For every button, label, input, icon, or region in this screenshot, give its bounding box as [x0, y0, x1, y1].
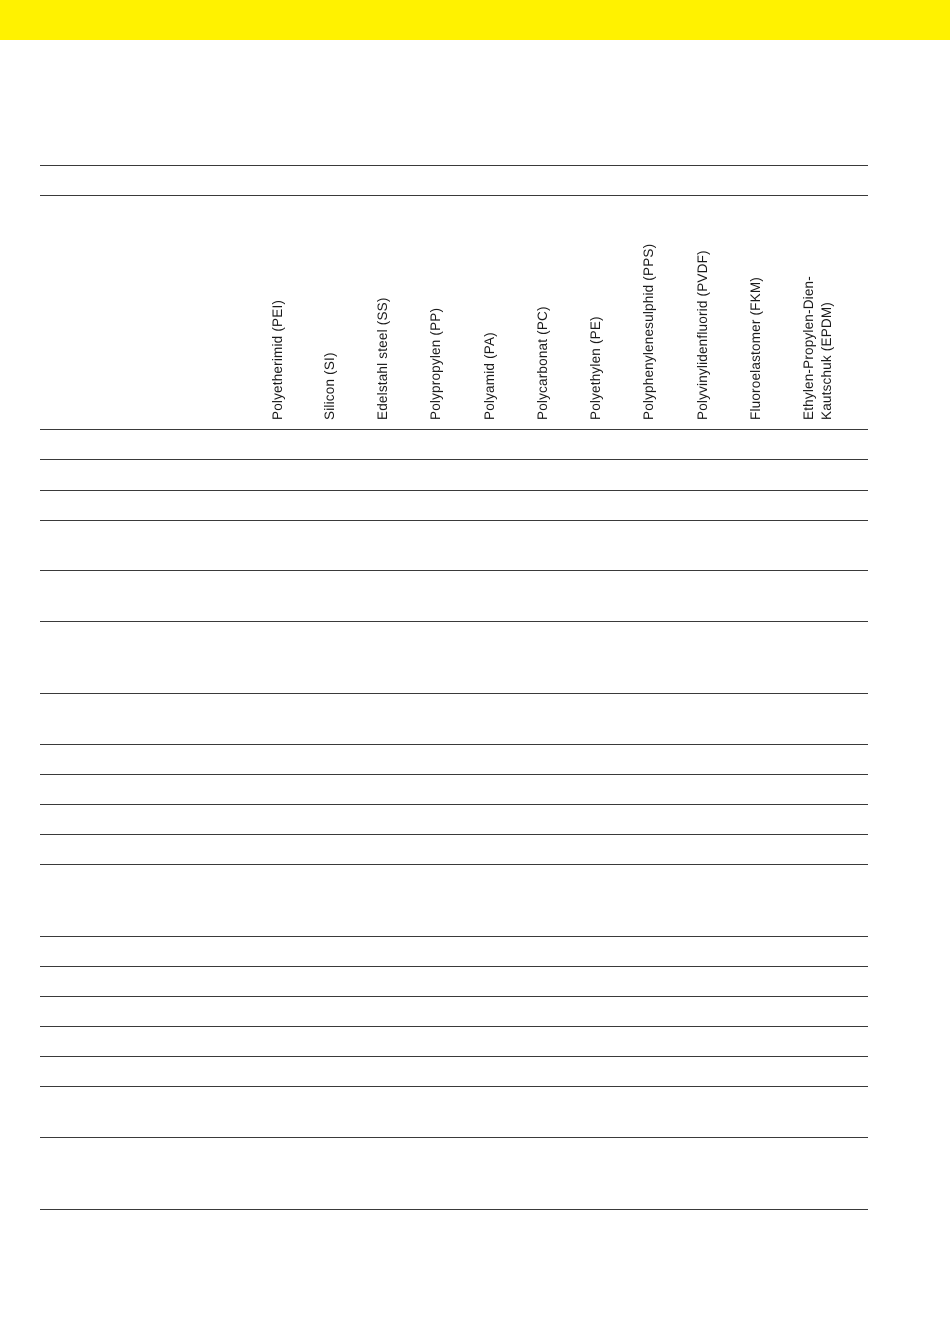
- table-rule: [40, 165, 868, 166]
- column-header-pc: Polycarbonat (PC): [535, 306, 550, 420]
- table-rule: [40, 774, 868, 775]
- column-header-pvdf: Polyvinylidenfluorid (PVDF): [695, 250, 710, 420]
- table-rule: [40, 459, 868, 460]
- column-header-si: Silicon (SI): [322, 352, 337, 420]
- table-rule: [40, 693, 868, 694]
- table-rule: [40, 744, 868, 745]
- table-rule: [40, 864, 868, 865]
- table-rule: [40, 834, 868, 835]
- table-rule: [40, 621, 868, 622]
- column-header-epdm-line1: Ethylen-Propylen-Dien-: [801, 276, 816, 420]
- table-rule: [40, 1209, 868, 1210]
- column-header-pp: Polypropylen (PP): [428, 307, 443, 420]
- table-rule: [40, 195, 868, 196]
- table-rule: [40, 936, 868, 937]
- column-header-pe: Polyethylen (PE): [588, 316, 603, 420]
- table-rule: [40, 570, 868, 571]
- column-header-pei: Polyetherimid (PEI): [270, 299, 285, 420]
- table-rule: [40, 1137, 868, 1138]
- column-header-epdm-line2: Kautschuk (EPDM): [819, 302, 834, 420]
- table-rule: [40, 1056, 868, 1057]
- table-rule: [40, 490, 868, 491]
- table-rule: [40, 1086, 868, 1087]
- table-rule: [40, 429, 868, 430]
- top-accent-band: [0, 0, 950, 40]
- table-rule: [40, 520, 868, 521]
- column-header-pps: Polyphenylenesulphid (PPS): [641, 243, 656, 420]
- table-rule: [40, 966, 868, 967]
- table-rule: [40, 996, 868, 997]
- column-header-pa: Polyamid (PA): [482, 332, 497, 420]
- table-rule: [40, 804, 868, 805]
- table-rule: [40, 1026, 868, 1027]
- column-header-ss: Edelstahl steel (SS): [375, 297, 390, 420]
- column-header-fkm: Fluoroelastomer (FKM): [748, 277, 763, 420]
